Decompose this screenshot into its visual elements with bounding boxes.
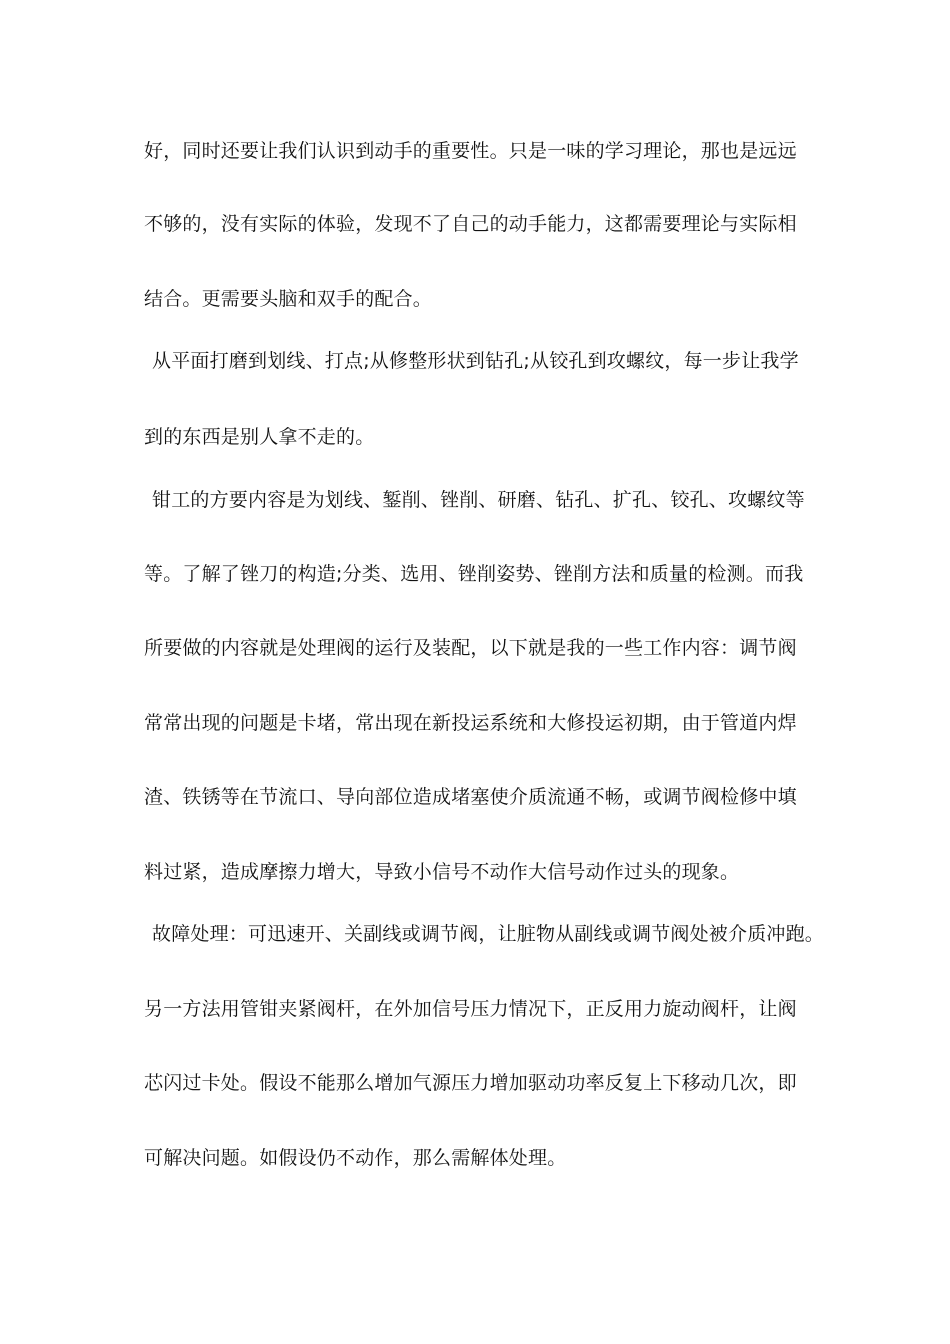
text-line-1: 好，同时还要让我们认识到动手的重要性。只是一味的学习理论，那也是远远 [144,140,797,162]
text-line-13: 另一方法用管钳夹紧阀杆，在外加信号压力情况下，正反用力旋动阀杆，让阀 [144,998,797,1020]
text-line-7: 等。了解了锉刀的构造;分类、选用、锉削姿势、锉削方法和质量的检测。而我 [144,563,804,585]
text-line-12: 故障处理：可迅速开、关副线或调节阀，让脏物从副线或调节阀处被介质冲跑。 [152,923,825,945]
text-line-5: 到的东西是别人拿不走的。 [144,426,375,448]
text-line-6: 钳工的方要内容是为划线、錾削、锉削、研磨、钻孔、扩孔、铰孔、攻螺纹等 [152,489,805,511]
text-line-9: 常常出现的问题是卡堵，常出现在新投运系统和大修投运初期，由于管道内焊 [144,712,797,734]
text-line-10: 渣、铁锈等在节流口、导向部位造成堵塞使介质流通不畅，或调节阀检修中填 [144,786,797,808]
text-line-11: 料过紧，造成摩擦力增大，导致小信号不动作大信号动作过头的现象。 [144,861,740,883]
text-line-15: 可解决问题。如假设仍不动作，那么需解体处理。 [144,1147,567,1169]
text-line-8: 所要做的内容就是处理阀的运行及装配，以下就是我的一些工作内容：调节阀 [144,637,797,659]
text-line-3: 结合。更需要头脑和双手的配合。 [144,288,433,310]
text-line-2: 不够的，没有实际的体验，发现不了自己的动手能力，这都需要理论与实际相 [144,213,797,235]
text-line-4: 从平面打磨到划线、打点;从修整形状到钻孔;从铰孔到攻螺纹，每一步让我学 [152,350,799,372]
text-line-14: 芯闪过卡处。假设不能那么增加气源压力增加驱动功率反复上下移动几次，即 [144,1072,797,1094]
